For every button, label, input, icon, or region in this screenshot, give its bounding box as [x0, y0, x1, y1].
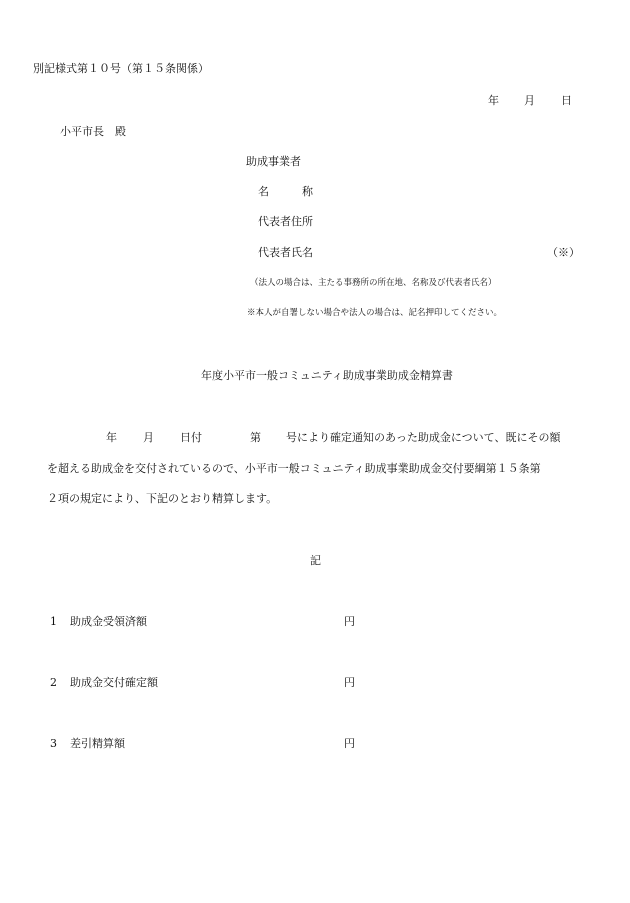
body-line3: ２項の規定により、下記のとおり精算します。 — [47, 492, 278, 505]
applicant-rep-name-label: 代表者氏名 — [258, 246, 313, 259]
note-seal: ※本人が自署しない場合や法人の場合は、記名押印してください。 — [247, 308, 503, 318]
item-number: 3 — [50, 737, 57, 750]
date-month-label: 月 — [524, 94, 535, 107]
item-unit: 円 — [344, 615, 355, 628]
seal-mark: （※） — [547, 246, 580, 259]
applicant-heading: 助成事業者 — [246, 155, 301, 168]
item-number: 1 — [50, 615, 57, 628]
body-line1-rest: 号により確定通知のあった助成金について、既にその額 — [286, 431, 561, 444]
document-title: 年度小平市一般コミュニティ助成事業助成金精算書 — [201, 369, 453, 382]
item-label: 助成金交付確定額 — [70, 676, 158, 689]
addressee: 小平市長 殿 — [60, 125, 126, 138]
body-year: 年 — [106, 431, 117, 444]
applicant-address-label: 代表者住所 — [258, 215, 313, 228]
date-year-label: 年 — [488, 94, 499, 107]
ki-heading: 記 — [310, 554, 321, 567]
date-day-label: 日 — [561, 94, 572, 107]
body-day: 日付 — [180, 431, 202, 444]
item-number: 2 — [50, 676, 57, 689]
item-label: 助成金受領済額 — [70, 615, 147, 628]
item-unit: 円 — [344, 676, 355, 689]
form-label: 別記様式第１０号（第１５条関係） — [33, 62, 209, 75]
body-no: 第 — [250, 431, 261, 444]
applicant-name-label: 名 称 — [258, 185, 313, 198]
item-unit: 円 — [344, 737, 355, 750]
body-month: 月 — [143, 431, 154, 444]
note-corporation: （法人の場合は、主たる事務所の所在地、名称及び代表者氏名） — [250, 278, 497, 288]
item-label: 差引精算額 — [70, 737, 125, 750]
body-line2: を超える助成金を交付されているので、小平市一般コミュニティ助成事業助成金交付要綱第１５条第 — [47, 462, 541, 475]
